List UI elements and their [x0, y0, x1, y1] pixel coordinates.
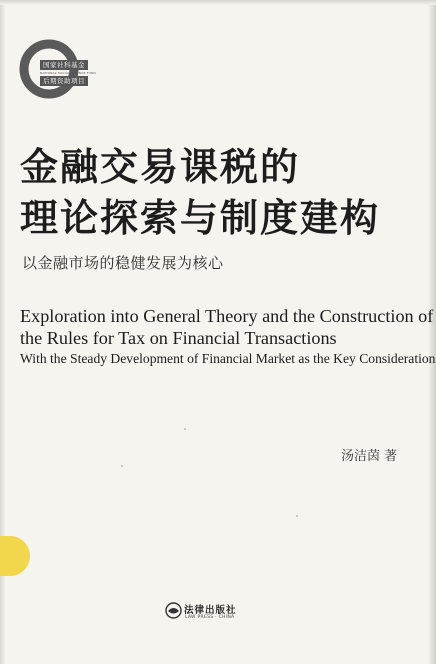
publisher-name-en: LAW PRESS · CHINA [185, 615, 235, 620]
cover-edge-right [428, 0, 436, 664]
title-zh-line2: 理论探索与制度建构 [20, 196, 381, 240]
subtitle-en: With the Steady Development of Financial Market as the Key Consideration [20, 351, 436, 366]
cover-edge-top [0, 0, 436, 5]
paper-speck [184, 428, 186, 430]
title-en-line2: the Rules for Tax on Financial Transactions [20, 328, 337, 348]
paper-speck [121, 465, 123, 467]
author: 汤洁茵 著 [341, 449, 398, 464]
publisher-logo-icon [165, 602, 182, 619]
yellow-sticker [0, 536, 30, 576]
fund-logo-line2: 后期资助项目 [40, 76, 88, 86]
fund-logo-line1: 国家社科基金 [40, 60, 88, 70]
title-en-line1: Exploration into General Theory and the Construction of [20, 306, 434, 326]
title-zh-line1: 金融交易课税的 [20, 145, 301, 189]
paper-speck [296, 515, 298, 517]
publisher-name: 法律出版社 [184, 605, 237, 616]
fund-logo-english: NATIONAL SOCIAL SCIENCE FUND [40, 71, 97, 75]
subtitle-zh: 以金融市场的稳健发展为核心 [22, 254, 224, 272]
publisher-mark [165, 602, 275, 624]
